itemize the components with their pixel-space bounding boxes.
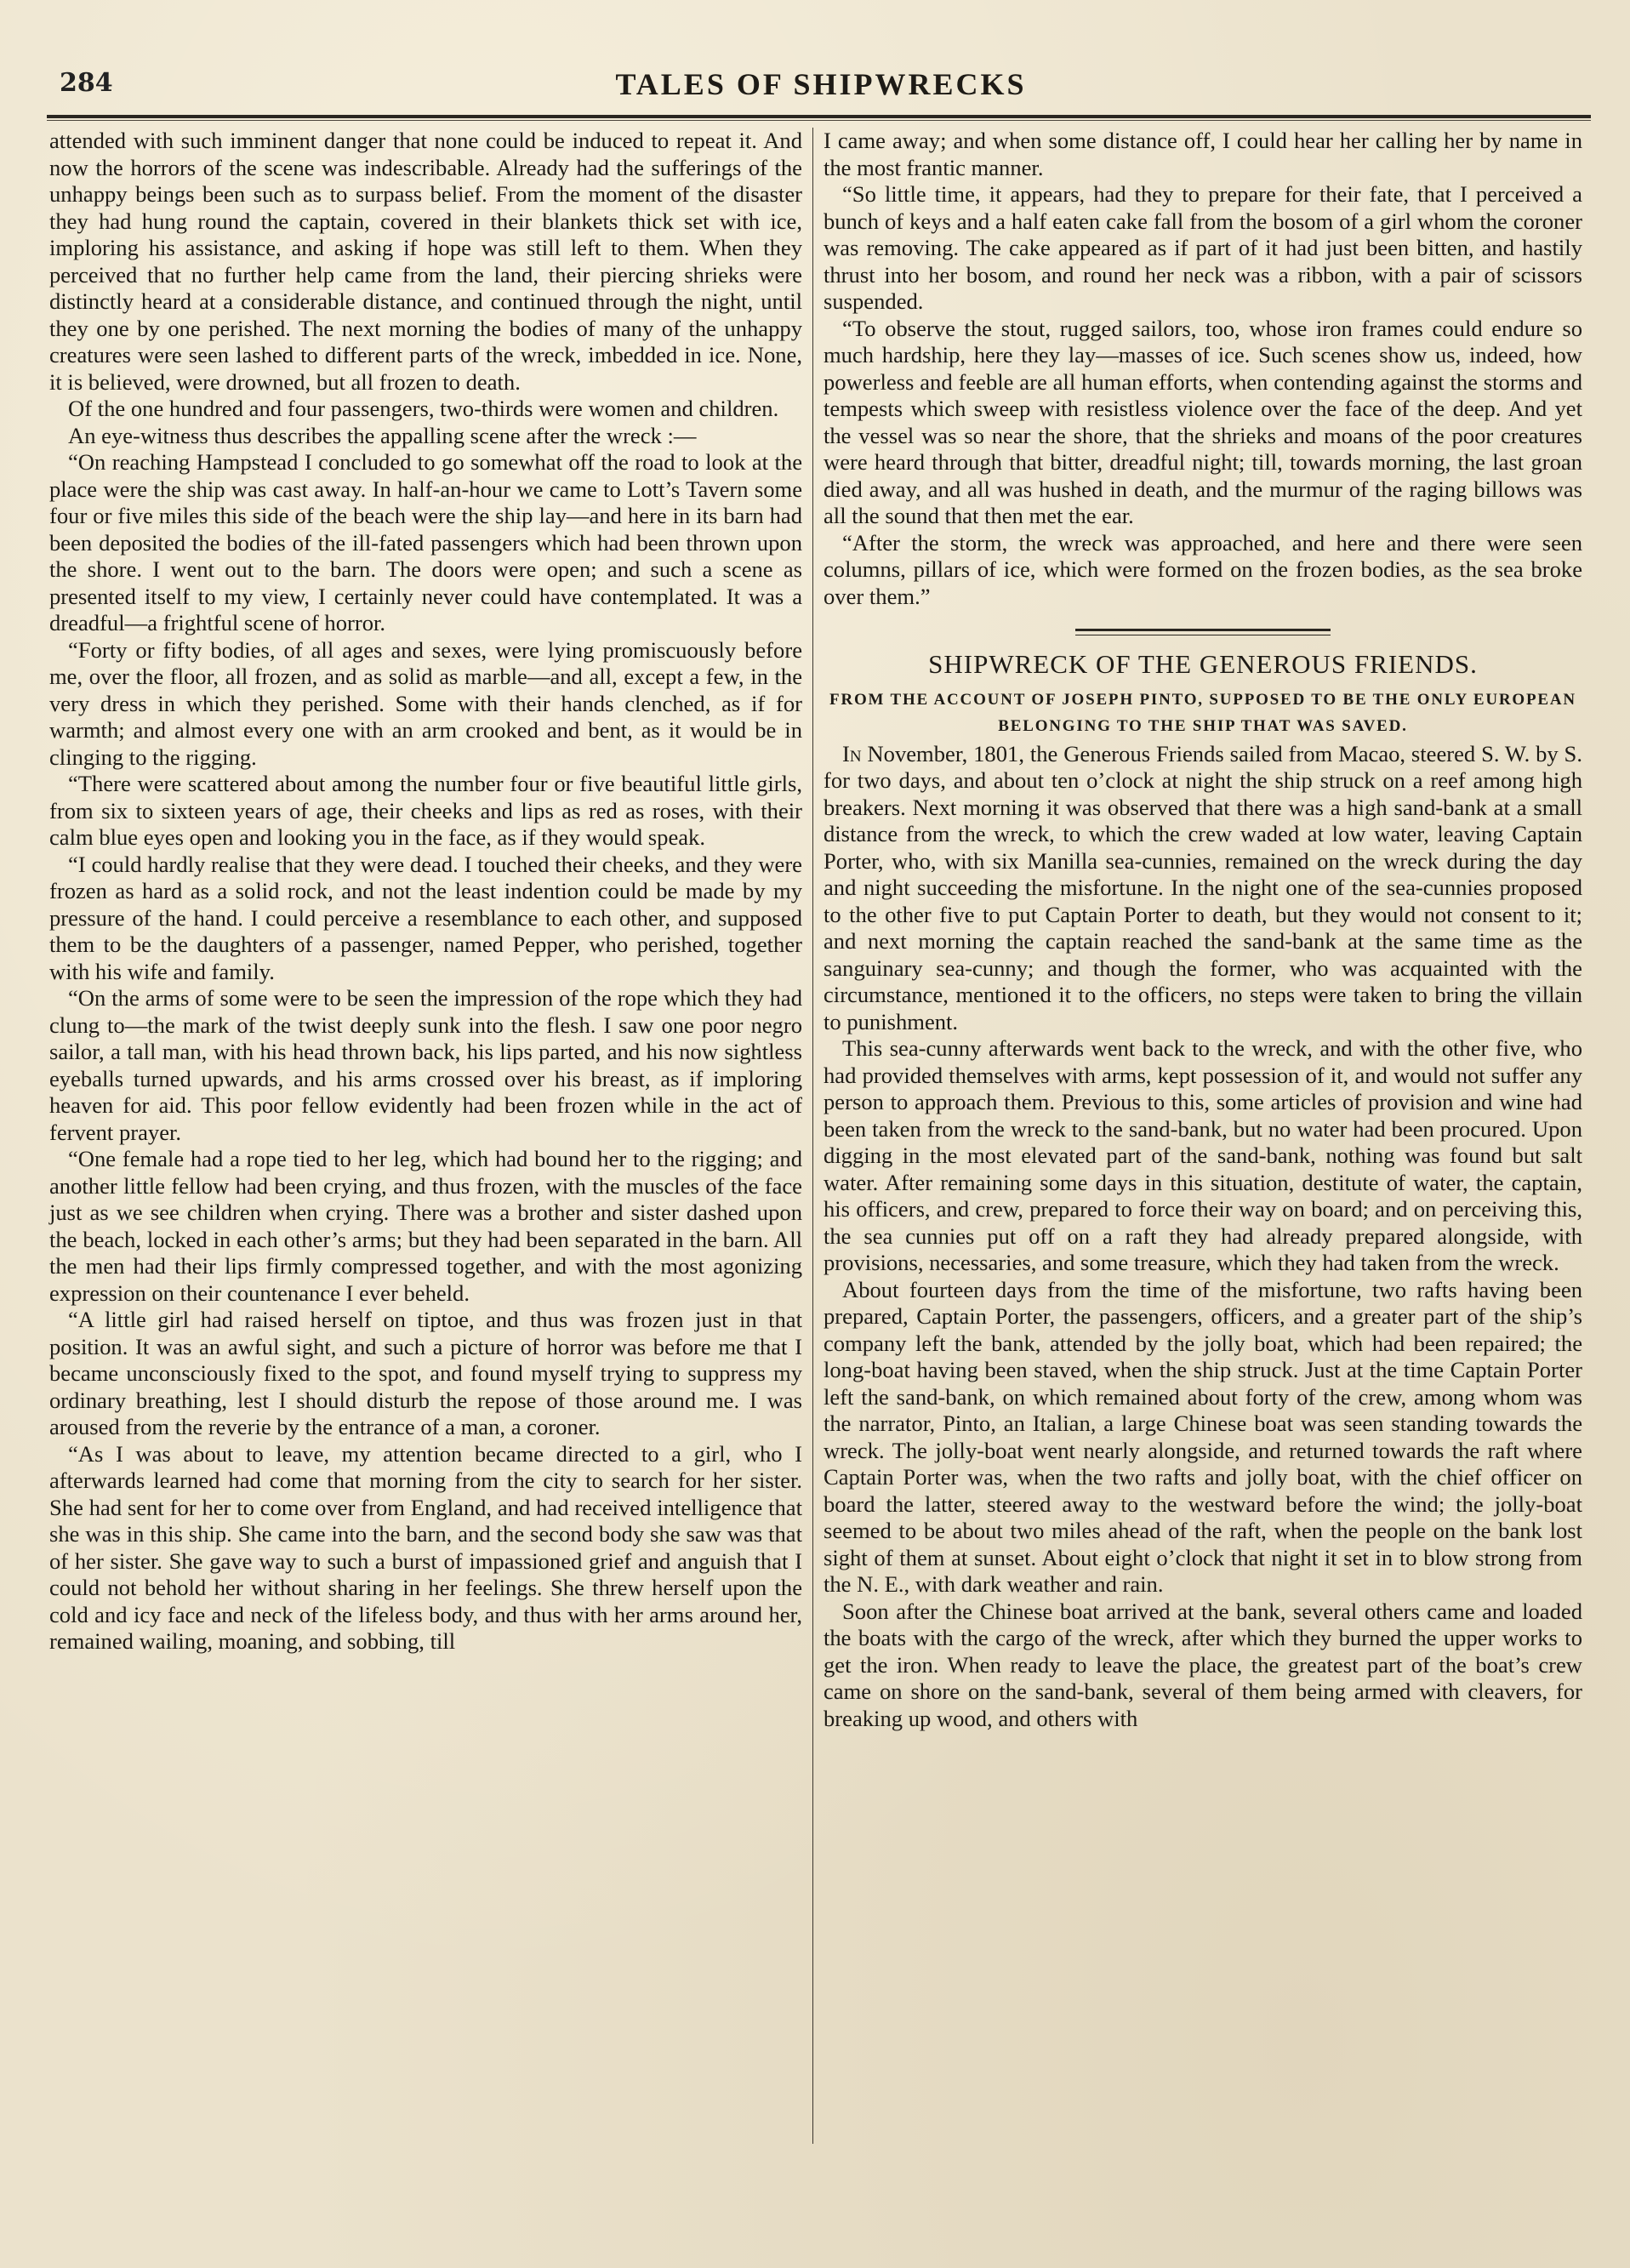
paragraph: “Forty or fifty bodies, of all ages and sexes, were lying promiscuously before me, over the floor, all frozen, and as solid as marble—and all, except a few, in the very dress in which they perished. Some with their hands clenched, as if for warmth; and almost every one with an arm crooked and bent, as it would be in clinging to the rigging.: [49, 636, 802, 770]
paragraph: Of the one hundred and four passengers, two-thirds were women and children.: [68, 396, 779, 421]
paragraph: “As I was about to leave, my attention became directed to a girl, who I afterwards learned had come that morning from the city to search for her sister. She had sent for her to come over from England, and had received intelligence that she was in this ship. She came into the barn, and the second body she saw was that of her sister. She gave way to such a burst of impassioned grief and anguish that I could not behold her without sharing in her feelings. She threw herself upon the cold and icy face and neck of the lifeless body, and thus with her arms around her, remained wailing, moaning, and sobbing, till: [49, 1440, 802, 1654]
column-divider: [812, 128, 813, 2144]
running-title: TALES OF SHIPWRECKS: [615, 67, 1027, 101]
paragraph: “To observe the stout, rugged sailors, too, whose iron frames could endure so much hardship, here they lay—masses of ice. Such scenes show us, indeed, how powerless and feeble are all human efforts, when contending against the storms and tempests which sweep with resistless violence over the face of the deep. And yet the vessel was so near the shore, that the shrieks and moans of the poor creatures were heard through that bitter, dreadful night; till, towards morning, the last groan died away, and all was hushed in death, and the murmur of the raging billows was all the sound that then met the ear.: [824, 315, 1582, 528]
paragraph: “One female had a rope tied to her leg, which had bound her to the rigging; and another little fellow had been crying, and thus frozen, with the muscles of the face just as we see children when crying. There was a brother and sister dashed upon the beach, locked in each other’s arms; but they had been separated in the barn. All the men had their lips firmly compressed together, and with the most agonizing expression on their countenance I ever beheld.: [49, 1146, 802, 1306]
paragraph-text: November, 1801, the Generous Friends sailed from Macao, steered S. W. by S. for two days, and about ten o’clock at night the ship struck on a reef among high breakers. Next morning it was observed that there was a high sand-bank at a small distance from the wreck, to which the crew waded at low water, leaving Captain Porter, who, with six Manilla sea-cunnies, remained on the wreck during the day and night succeeding the misfortune. In the night one of the sea-cunnies proposed to the other five to put Captain Porter to death, but they would not consent to it; and next morning the captain reached the sand-bank at the same time as the sanguinary sea-cunny; and though the former, who was acquainted with the circumstance, mentioned it to the officers, no steps were taken to bring the villain to punishment.: [824, 740, 1582, 1034]
paragraph: I came away; and when some distance off, I could hear her calling her by name in the most frantic manner.: [824, 128, 1582, 180]
paragraph: “On reaching Hampstead I concluded to go somewhat off the road to look at the place were the ship was cast away. In half-an-hour we came to Lott’s Tavern some four or five miles this side of the beach were the ship lay—and here in its barn had been deposited the bodies of the ill-fated passengers which had been thrown upon the shore. I went out to the barn. The doors were open; and such a scene as presented itself to my view, I certainly never could have contemplated. It was a dreadful—a frightful scene of horror.: [49, 449, 802, 635]
section-subtitle: FROM THE ACCOUNT OF JOSEPH PINTO, SUPPOSED TO BE THE ONLY EUROPEAN BELONGING TO THE SHIP THAT WAS SAVED.: [829, 690, 1576, 735]
paragraph: “There were scattered about among the number four or five beautiful little girls, from six to sixteen years of age, their cheeks and lips as red as roses, with their calm blue eyes open and looking you in the face, as if they would speak.: [49, 771, 802, 850]
paragraph: Soon after the Chinese boat arrived at the bank, several others came and loaded the boats with the cargo of the wreck, after which they burned the upper works to get the iron. When ready to leave the place, the greatest part of the boat’s crew came on shore on the sand-bank, several of them being armed with cleavers, for breaking up wood, and others with: [824, 1598, 1582, 1731]
paragraph: “After the storm, the wreck was approached, and here and there were seen columns, pillars of ice, which were formed on the frozen bodies, as the sea broke over them.”: [824, 529, 1582, 609]
page-header: [51, 60, 1591, 111]
drop-word: In: [842, 740, 862, 766]
right-column: [824, 128, 1582, 1732]
paragraph: This sea-cunny afterwards went back to the wreck, and with the other five, who had provided themselves with arms, kept possession of it, and would not suffer any person to approach them. Previous to this, some articles of provision and wine had been taken from the wreck to the sand-bank, but no water had been procured. Upon digging in the most elevated part of the sand-bank, nothing was found but salt water. After remaining some days in this situation, destitute of water, the captain, his officers, and crew, prepared to force their way on board; and on perceiving this, the sea cunnies put off on a raft they had already prepared alongside, with provisions, necessaries, and some treasure, which they had taken from the wreck.: [824, 1035, 1582, 1275]
left-column: [49, 128, 802, 1655]
header-rule-thin: [47, 120, 1591, 121]
paragraph: [824, 741, 1582, 1036]
header-rule: [47, 115, 1591, 118]
paragraph: “So little time, it appears, had they to prepare for their fate, that I perceived a bunch of keys and a half eaten cake fall from the bosom of a girl whom the coroner was removing. The cake appeared as if part of it had just been bitten, and hastily thrust into her bosom, and round her neck was a ribbon, with a pair of scissors suspended.: [824, 181, 1582, 314]
paragraph: “I could hardly realise that they were dead. I touched their cheeks, and they were frozen as hard as a solid rock, and not the least indention could be made by my pressure of the hand. I could perceive a resemblance to each other, and supposed them to be the daughters of a passenger, named Pepper, who perished, together with his wife and family.: [49, 851, 802, 984]
paragraph: attended with such imminent danger that none could be induced to repeat it. And now the horrors of the scene was indescribable. Already had the sufferings of the unhappy beings been such as to surpass belief. From the moment of the disaster they had hung round the captain, covered in their blankets thick set with ice, imploring his assistance, and asking if hope was still left to them. When they perceived that no further help came from the land, their piercing shrieks were distinctly heard at a considerable distance, and continued through the night, until they one by one perished. The next morning the bodies of many of the unhappy creatures were seen lashed to different parts of the wreck, imbedded in ice. None, it is believed, were drowned, but all frozen to death.: [49, 128, 802, 395]
page-number: 284: [60, 68, 113, 98]
paragraph: An eye-witness thus describes the appalling scene after the wreck :—: [68, 422, 697, 448]
section-rule: [1075, 629, 1331, 631]
section-title: SHIPWRECK OF THE GENEROUS FRIENDS.: [928, 649, 1478, 679]
paragraph: “A little girl had raised herself on tiptoe, and thus was frozen just in that position. It was an awful sight, and such a picture of horror was before me that I became unconsciously fixed to the spot, and found myself trying to suppress my ordinary breathing, lest I should disturb the repose of those around me. I was aroused from the reverie by the entrance of a man, a coroner.: [49, 1307, 802, 1439]
paragraph: About fourteen days from the time of the misfortune, two rafts having been prepared, Captain Porter, the passengers, officers, and a greater part of the ship’s company left the bank, attended by the jolly boat, which had been repaired; the long-boat having been staved, when the ship struck. Just at the time Captain Porter left the sand-bank, on which remained about forty of the crew, among whom was the narrator, Pinto, an Italian, a large Chinese boat was seen standing towards the wreck. The jolly-boat went nearly alongside, and returned towards the raft where Captain Porter was, when the two rafts and jolly boat, with the chief officer on board the latter, steered away to the westward before the wind; the jolly-boat seemed to be about two miles ahead of the raft, when the people on the bank lost sight of them at sunset. About eight o’clock that night it set in to blow strong from the N. E., with dark weather and rain.: [824, 1276, 1582, 1597]
paragraph: “On the arms of some were to be seen the impression of the rope which they had clung to—the mark of the twist deeply sunk into the flesh. I saw one poor negro sailor, a tall man, with his head thrown back, his lips parted, and his now sightless eyeballs turned upwards, and his arms crossed over his breast, as if imploring heaven for aid. This poor fellow evidently had been frozen while in the act of fervent prayer.: [49, 985, 802, 1145]
